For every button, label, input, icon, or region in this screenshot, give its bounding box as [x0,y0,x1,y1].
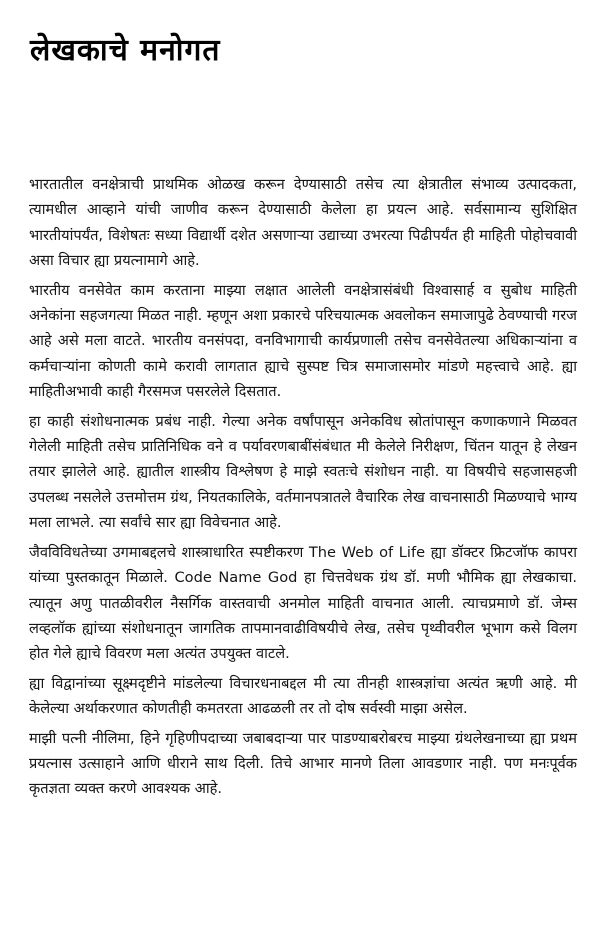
page-title: लेखकाचे मनोगत [30,33,221,68]
paragraph-3: हा काही संशोधनात्मक प्रबंध नाही. गेल्या अनेक वर्षांपासून अनेकविध स्रोतांपासून कणाकणाने मिळवत गेलेली माहिती तसेच प्रातिनिधिक वने व पर्यावरणबाबींसंबंधात मी केलेले निरीक्षण, चिंतन यातून हे लेखन तयार झालेले आहे. ह्यातील शास्त्रीय विश्लेषण हे माझे स्वतःचे संशोधन नाही. या विषयीचे सहजासहजी उपलब्ध नसलेले उत्तमोत्तम ग्रंथ, नियतकालिके, वर्तमानपत्रातले वैचारिक लेख वाचनासाठी मिळण्याचे भाग्य मला लाभले. त्या सर्वांचे सार ह्या विवेचनात आहे. [29,412,577,532]
paragraph-2: भारतीय वनसेवेत काम करताना माझ्या लक्षात आलेली वनक्षेत्रासंबंधी विश्वासार्ह व सुबोध माहिती अनेकांना सहजगत्या मिळत नाही. म्हणून अशा प्रकारचे परिचयात्मक अवलोकन समाजापुढे ठेवण्याची गरज आहे असे मला वाटते. भारतीय वनसंपदा, वनविभागाची कार्यप्रणाली तसेच वनसेवेतल्या अधिकाऱ्यांना व कर्मचाऱ्यांना कोणती कामे करावी लागतात ह्याचे सुस्पष्ट चित्र समाजासमोर मांडणे महत्त्वाचे आहे. ह्या माहितीअभावी काही गैरसमज पसरलेले दिसतात. [29,281,577,401]
paragraph-6: माझी पत्नी नीलिमा, हिने गृहिणीपदाच्या जबाबदाऱ्या पार पाडण्याबरोबरच माझ्या ग्रंथलेखनाच्या ह्या प्रथम प्रयत्नास उत्साहाने आणि धीराने साथ दिली. तिचे आभार मानणे तिला आवडणार नाही. पण मनःपूर्वक कृतज्ञता व्यक्त करणे आवश्यक आहे. [29,729,577,798]
paragraph-4: जैवविविधतेच्या उगमाबद्दलचे शास्त्राधारित स्पष्टीकरण The Web of Life ह्या डॉक्टर फ्रिटजॉफ कापरा यांच्या पुस्तकातून मिळाले. Code Name God हा चित्तवेधक ग्रंथ डॉ. मणी भौमिक ह्या लेखकाचा. त्यातून अणु पातळीवरील नैसर्गिक वास्तवाची अनमोल माहिती वाचनात आली. त्याचप्रमाणे डॉ. जेम्स लव्हलॉक ह्यांच्या संशोधनातून जागतिक तापमानवाढीविषयीचे लेख, तसेच पृथ्वीवरील भूभाग कसे विलग होत गेले ह्याचे विवरण मला अत्यंत उपयुक्त वाटले. [29,543,577,663]
paragraph-5: ह्या विद्वानांच्या सूक्ष्मदृष्टीने मांडलेल्या विचारधनाबद्दल मी त्या तीनही शास्त्रज्ञांचा अत्यंत ऋणी आहे. मी केलेल्या अर्थाकरणात कोणतीही कमतरता आढळली तर तो दोष सर्वस्वी माझा असेल. [29,674,577,718]
paragraph-1: भारतातील वनक्षेत्राची प्राथमिक ओळख करून देण्यासाठी तसेच त्या क्षेत्रातील संभाव्य उत्पादकता, त्यामधील आव्हाने यांची जाणीव करून देण्यासाठी केलेला हा प्रयत्न आहे. सर्वसामान्य सुशिक्षित भारतीयांपर्यंत, विशेषतः सध्या विद्यार्थी दशेत असणाऱ्या उद्याच्या उभरत्या पिढीपर्यंत ही माहिती पोहोचवावी असा विचार ह्या प्रयत्नामागे आहे. [29,176,577,270]
body-text [29,172,577,806]
